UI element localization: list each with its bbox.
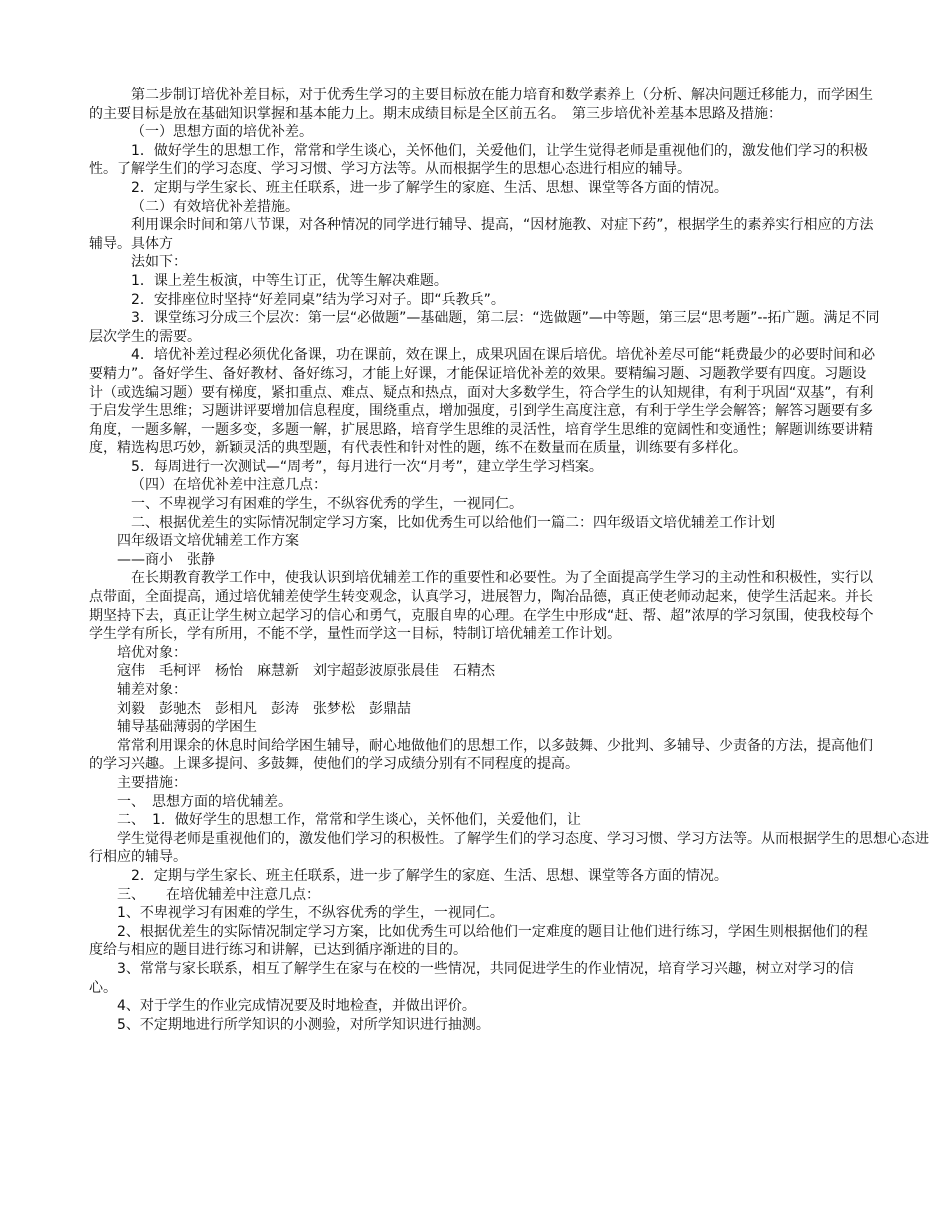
paragraph-item-1: 1．做好学生的思想工作，常常和学生谈心，关怀他们，关爱他们，让学生觉得老师是重视他们的，激发他们学习的积极性。了解学生们的学习态度、学习习惯、学习方法等。从而根据学生的思想心态进行相应的辅导。 xyxy=(89,142,868,178)
measure-2-continued: 学生觉得老师是重视他们的，激发他们学习的积极性。了解学生们的学习态度、学习习惯、学习方法等。从而根据学生的思想心态进行相应的辅导。 xyxy=(89,830,929,866)
list-top-students: 寇伟 毛柯评 杨怡 麻慧新 刘宇超彭波原张晨佳 石精杰 xyxy=(117,663,495,680)
paragraph-intro: 在长期教育教学工作中，使我认识到培优辅差工作的重要性和必要性。为了全面提高学生学习的主动性和积极性，实行以点带面，全面提高，通过培优辅差使学生转变观念，认真学习，进展智力，陶冶品德，真正使老师动起来，使学生活起来。并长期坚持下去，真正让学生树立起学习的信心和勇气，克服自卑的心理。在学生中形成“赶、帮、超”浓厚的学习氛围，使我校每个学生学有所长，学有所用，不能不学，量性而学这一目标，特制订培优辅差工作计划。 xyxy=(89,570,874,643)
label-main-measures: 主要措施： xyxy=(117,774,187,791)
paragraph-method-2: 2．安排座位时坚持“好差同桌”结为学习对子。即“兵教兵”。 xyxy=(131,291,505,308)
measure-1: 一、 思想方面的培优辅差。 xyxy=(117,793,292,810)
heading-weak-support: 辅导基础薄弱的学困生 xyxy=(117,719,257,736)
paragraph-method-4: 4．培优补差过程必须优化备课，功在课前，效在课上，成果巩固在课后培优。培优补差尽可能“耗费最少的必要时间和必要精力”。备好学生、备好教材、备好练习，才能上好课，才能保证培优补差的效果。要精编习题、习题教学要有四度。习题设计（或选编习题）要有梯度，紧扣重点、难点、疑点和热点，面对大多数学生，符合学生的认知规律，有利于巩固“双基”，有利于启发学生思维；习题讲评要增加信息程度，围绕重点，增加强度，引到学生高度注意，有利于学生学会解答；解答习题要有多角度，一题多解，一题多变，多题一解，扩展思路，培育学生思维的灵活性，培育学生思维的宽阔性和变通性；解题训练要讲精度，精选构思巧妙，新颖灵活的典型题，有代表性和针对性的题，练不在数量而在质量，训练要有多样化。 xyxy=(89,347,876,457)
heading-measures: （二）有效培优补差措施。 xyxy=(131,198,299,215)
paragraph-attention-2: 二、根据优差生的实际情况制定学习方案，比如优秀生可以给他们一篇二：四年级语文培优辅差工作计划 xyxy=(131,514,775,531)
attention-item-1: 1、不卑视学习有困难的学生，不纵容优秀的学生，一视同仁。 xyxy=(117,905,504,922)
heading-thought-1: （一）思想方面的培优补差。 xyxy=(131,124,313,141)
paragraph-item-2: 2．定期与学生家长、班主任联系，进一步了解学生的家庭、生活、思想、课堂等各方面的情况。 xyxy=(131,179,728,196)
heading-attention-4: （四）在培优补差中注意几点： xyxy=(131,477,327,494)
paragraph-weak-support: 常常利用课余的休息时间给学困生辅导，耐心地做他们的思想工作，以多鼓舞、少批判、多辅导、少责备的方法，提高他们的学习兴趣。上课多提问、多鼓舞，使他们的学习成绩分别有不同程度的提高。 xyxy=(89,737,873,773)
section-title: 四年级语文培优辅差工作方案 xyxy=(117,533,299,550)
paragraph-attention-1: 一、不卑视学习有困难的学生，不纵容优秀的学生，一视同仁。 xyxy=(131,496,523,513)
label-weak-students: 辅差对象： xyxy=(117,682,187,698)
measure-2-item-2: 2．定期与学生家长、班主任联系，进一步了解学生的家庭、生活、思想、课堂等各方面的情况。 xyxy=(131,867,728,884)
author-line: ——商小 张静 xyxy=(117,551,215,568)
paragraph-method-3: 3．课堂练习分成三个层次：第一层“必做题”—基础题，第二层：“选做题”—中等题，第三层“思考题”--拓广题。满足不同层次学生的需要。 xyxy=(89,310,880,345)
measure-2: 二、 1．做好学生的思想工作，常常和学生谈心，关怀他们，关爱他们，让 xyxy=(117,812,581,829)
paragraph-method-label: 法如下： xyxy=(131,254,187,271)
paragraph-method-5: 5．每周进行一次测试—“周考”，每月进行一次“月考”，建立学生学习档案。 xyxy=(131,458,603,475)
attention-item-3: 3、常常与家长联系，相互了解学生在家与在校的一些情况，共同促进学生的作业情况，培育学习兴趣，树立对学习的信心。 xyxy=(89,960,854,996)
label-top-students: 培优对象： xyxy=(117,644,187,661)
paragraph-measures-intro: 利用课余时间和第八节课，对各种情况的同学进行辅导、提高，“因材施教、对症下药”，根据学生的素养实行相应的方法辅导。具体方 xyxy=(89,217,874,252)
attention-item-5: 5、不定期地进行所学知识的小测验，对所学知识进行抽测。 xyxy=(117,1016,490,1033)
paragraph-goals: 第二步制订培优补差目标，对于优秀生学习的主要目标放在能力培育和数学素养上（分析、解决问题迁移能力，而学困生的主要目标是放在基础知识掌握和基本能力上。期末成绩目标是全区前五名。 第三步培优补差基本思路及措施： xyxy=(89,87,873,122)
paragraph-method-1: 1．课上差生板演，中等生订正，优等生解决难题。 xyxy=(131,272,448,289)
measure-3: 三、 在培优辅差中注意几点： xyxy=(117,886,320,903)
attention-item-4: 4、对于学生的作业完成情况要及时地检查，并做出评价。 xyxy=(117,998,476,1015)
list-weak-students: 刘毅 彭驰杰 彭相凡 彭涛 张梦松 彭鼎喆 xyxy=(117,700,411,717)
attention-item-2: 2、根据优差生的实际情况制定学习方案，比如优秀生可以给他们一定难度的题目让他们进行练习，学困生则根据他们的程度给与相应的题目进行练习和讲解，已达到循序渐进的目的。 xyxy=(89,923,868,959)
